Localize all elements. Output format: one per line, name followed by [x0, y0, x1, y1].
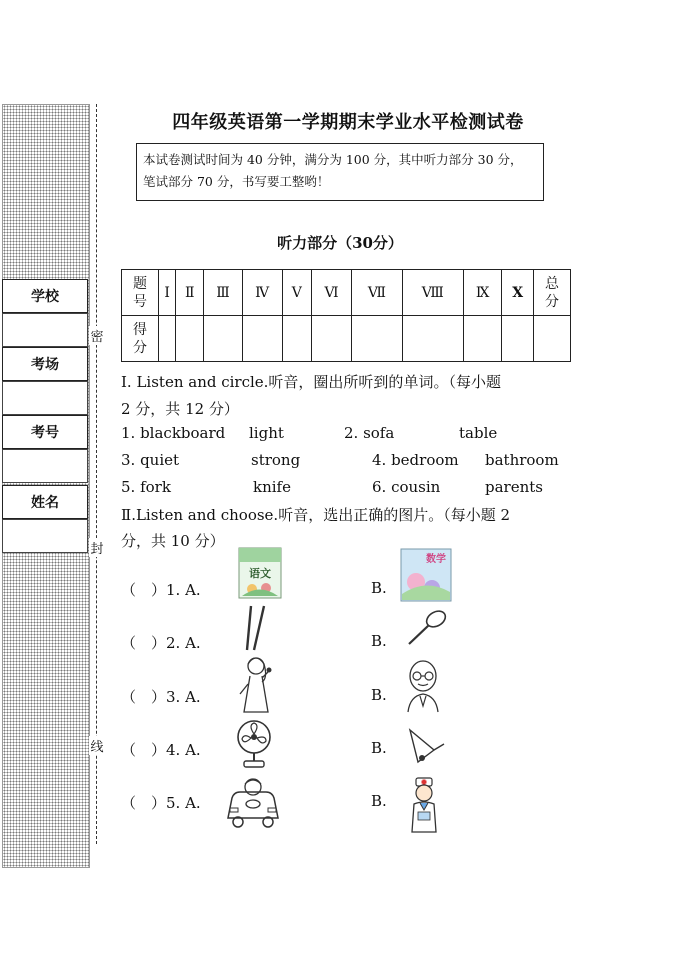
- exam-room-field-label: 考场: [2, 347, 88, 381]
- word-6a[interactable]: 6. cousin: [372, 478, 441, 496]
- chopsticks-icon[interactable]: [242, 604, 272, 652]
- question-1-b-label: B.: [371, 579, 387, 597]
- question-number-header: [122, 270, 159, 316]
- notice-line-2: 笔试部分 70 分，书写要工整哟！: [143, 174, 330, 189]
- question-4-label: （ ）4. A.: [121, 741, 201, 759]
- score-cell[interactable]: [463, 316, 502, 362]
- column-9: Ⅸ: [463, 270, 502, 316]
- score-table-header-row: [122, 270, 571, 316]
- word-5a[interactable]: 5. fork: [121, 478, 171, 496]
- total-header: [534, 270, 571, 316]
- score-table: [121, 269, 571, 362]
- notice-line-1: 本试卷测试时间为 40 分钟，满分为 100 分，其中听力部分 30 分，: [143, 152, 523, 167]
- section2-heading-line1: Ⅱ.Listen and choose.听音，选出正确的图片。（每小题 2: [121, 506, 511, 524]
- score-cell[interactable]: [312, 316, 352, 362]
- doctor-icon[interactable]: [406, 776, 442, 834]
- score-row-header: [122, 316, 159, 362]
- school-field-label: 学校: [2, 279, 88, 313]
- old-man-icon[interactable]: [404, 656, 442, 714]
- word-6b[interactable]: parents: [485, 478, 543, 496]
- column-10: Ⅹ: [502, 270, 534, 316]
- word-1b[interactable]: light: [249, 424, 284, 442]
- question-2-label: （ ）2. A.: [121, 634, 201, 652]
- section2-heading-line2: 分，共 10 分）: [121, 532, 225, 550]
- word-3b[interactable]: strong: [251, 451, 301, 469]
- word-4b[interactable]: bathroom: [485, 451, 559, 469]
- exam-number-field-input[interactable]: [2, 449, 88, 483]
- column-7: Ⅶ: [352, 270, 403, 316]
- score-cell[interactable]: [159, 316, 176, 362]
- header-char: 得: [133, 321, 147, 338]
- word-3a[interactable]: 3. quiet: [121, 451, 180, 469]
- listening-section-title: 听力部分（30分）: [277, 234, 403, 252]
- column-4: Ⅳ: [242, 270, 282, 316]
- spoon-icon[interactable]: [405, 610, 449, 650]
- question-1-label: （ ）1. A.: [121, 581, 201, 599]
- fan-icon[interactable]: [234, 719, 274, 769]
- seal-mark-mi: 密: [89, 326, 105, 345]
- score-cell[interactable]: [502, 316, 534, 362]
- name-field-label: 姓名: [2, 485, 88, 519]
- exam-number-field-label: 考号: [2, 415, 88, 449]
- score-cell[interactable]: [176, 316, 204, 362]
- question-3-b-label: B.: [371, 686, 387, 704]
- question-4-b-label: B.: [371, 739, 387, 757]
- word-4a[interactable]: 4. bedroom: [372, 451, 459, 469]
- question-3-label: （ ）3. A.: [121, 688, 201, 706]
- score-cell[interactable]: [534, 316, 571, 362]
- question-2-b-label: B.: [371, 632, 387, 650]
- singer-icon[interactable]: [232, 654, 282, 714]
- word-5b[interactable]: knife: [253, 478, 291, 496]
- exam-room-field-input[interactable]: [2, 381, 88, 415]
- column-6: Ⅵ: [312, 270, 352, 316]
- exam-title: 四年级英语第一学期期末学业水平检测试卷: [172, 112, 524, 133]
- question-5-b-label: B.: [371, 792, 387, 810]
- section1-heading-line2: 2 分，共 12 分）: [121, 400, 239, 418]
- exam-notice: [136, 143, 544, 201]
- header-char: 题: [133, 275, 147, 292]
- score-cell[interactable]: [282, 316, 312, 362]
- header-char: 总: [545, 275, 559, 292]
- score-cell[interactable]: [242, 316, 282, 362]
- seal-mark-xian: 线: [89, 736, 105, 755]
- column-2: Ⅱ: [176, 270, 204, 316]
- question-5-label: （ ）5. A.: [121, 794, 201, 812]
- chinese-book-icon[interactable]: [238, 547, 282, 599]
- column-5: Ⅴ: [282, 270, 312, 316]
- driver-icon[interactable]: [226, 774, 280, 832]
- score-table-score-row: [122, 316, 571, 362]
- chinese-book-title: 语文: [249, 567, 271, 580]
- column-3: Ⅲ: [204, 270, 243, 316]
- word-1a[interactable]: 1. blackboard: [121, 424, 226, 442]
- word-2a[interactable]: 2. sofa: [344, 424, 395, 442]
- school-field-input[interactable]: [2, 313, 88, 347]
- word-2b[interactable]: table: [459, 424, 498, 442]
- header-char: 分: [545, 293, 559, 310]
- column-1: Ⅰ: [159, 270, 176, 316]
- seal-line: [96, 104, 97, 844]
- math-book-title: 数学: [426, 554, 446, 565]
- score-cell[interactable]: [204, 316, 243, 362]
- header-char: 号: [133, 293, 147, 310]
- score-cell[interactable]: [402, 316, 463, 362]
- score-cell[interactable]: [352, 316, 403, 362]
- seal-mark-feng: 封: [89, 538, 105, 557]
- lamp-icon[interactable]: [404, 722, 450, 768]
- section1-heading-line1: Ⅰ. Listen and circle.听音，圈出所听到的单词。（每小题: [121, 373, 501, 391]
- math-book-icon[interactable]: [400, 548, 452, 602]
- name-field-input[interactable]: [2, 519, 88, 553]
- header-char: 分: [133, 339, 147, 356]
- column-8: Ⅷ: [402, 270, 463, 316]
